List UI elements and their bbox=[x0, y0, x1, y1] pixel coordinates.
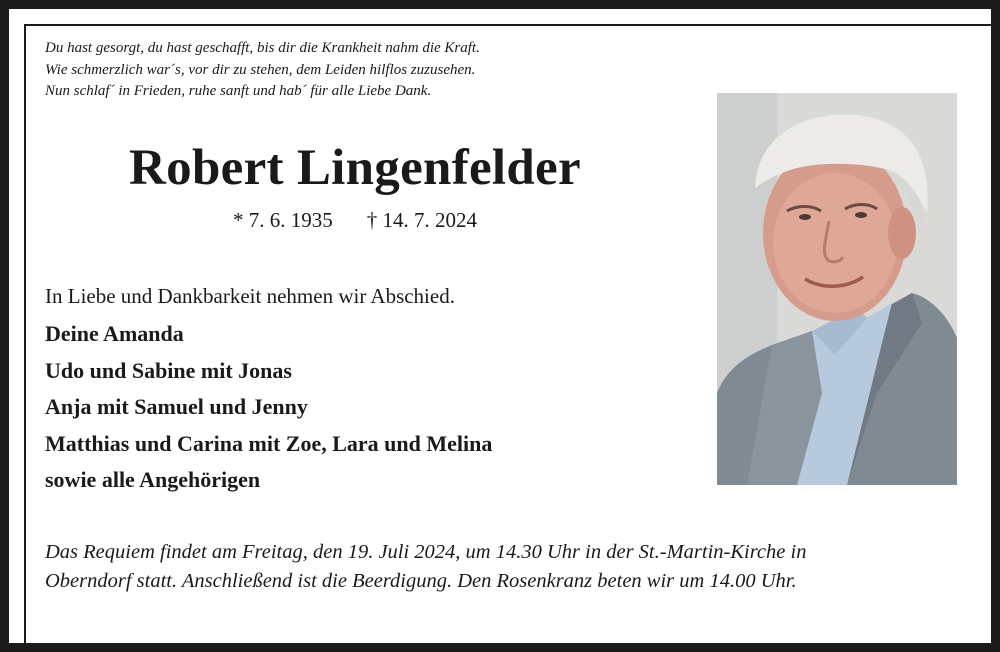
service-line-1: Das Requiem findet am Freitag, den 19. Juli 2024, um 14.30 Uhr in der St.-Martin-Kirche in bbox=[45, 541, 807, 563]
deceased-name: Robert Lingenfelder bbox=[129, 140, 581, 196]
service-line-2: Oberndorf statt. Anschließend ist die Beerdigung. Den Rosenkranz beten wir um 14.00 Uhr. bbox=[45, 570, 797, 592]
service-details bbox=[45, 538, 965, 596]
portrait-illustration bbox=[717, 93, 957, 485]
mourner-line: Deine Amanda bbox=[45, 321, 184, 346]
mourner-line: Anja mit Samuel und Jenny bbox=[45, 394, 308, 419]
verse-line-1: Du hast gesorgt, du hast geschafft, bis dir die Krankheit nahm die Kraft. bbox=[45, 40, 480, 56]
portrait-photo bbox=[717, 93, 957, 485]
mourner-line: sowie alle Angehörigen bbox=[45, 467, 261, 492]
mourner-line: Matthias und Carina mit Zoe, Lara und Melina bbox=[45, 430, 493, 456]
life-dates bbox=[45, 206, 665, 234]
death-date: † 14. 7. 2024 bbox=[366, 208, 477, 232]
birth-date: * 7. 6. 1935 bbox=[233, 208, 333, 232]
mourners-list bbox=[45, 316, 492, 499]
verse-line-3: Nun schlaf´ in Frieden, ruhe sanft und hab´ für alle Liebe Dank. bbox=[45, 83, 432, 99]
mourner-line: Udo und Sabine mit Jonas bbox=[45, 357, 292, 383]
memorial-verse bbox=[45, 38, 480, 103]
verse-line-2: Wie schmerzlich war´s, vor dir zu stehen, dem Leiden hilflos zuzusehen. bbox=[45, 61, 476, 78]
farewell-text: In Liebe und Dankbarkeit nehmen wir Abschied. bbox=[45, 284, 455, 308]
